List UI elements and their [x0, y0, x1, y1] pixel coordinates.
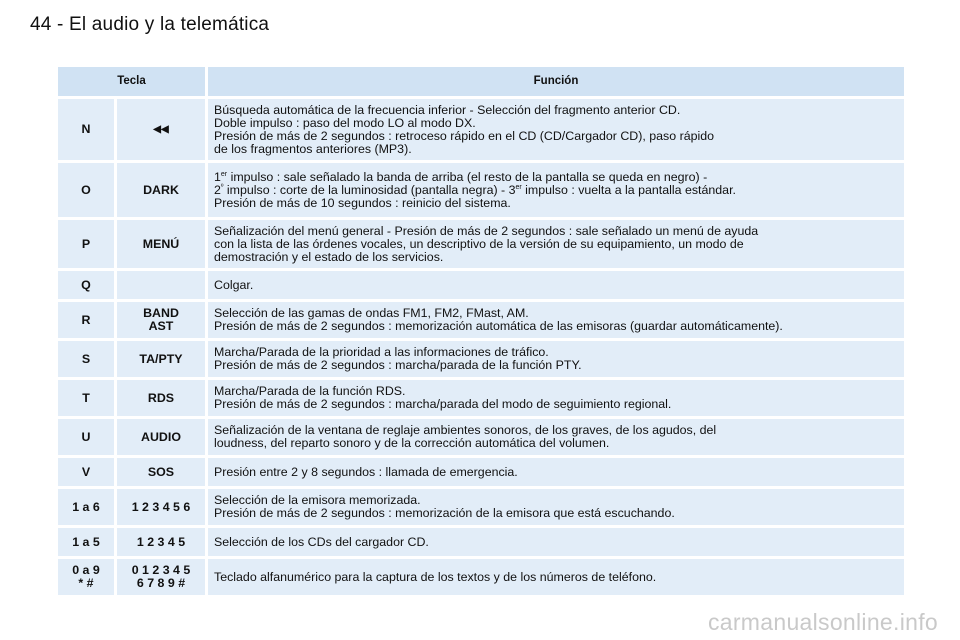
row-function — [208, 271, 904, 299]
table-row — [58, 302, 904, 338]
row-key: 0 1 2 3 4 5 6 7 8 9 # — [117, 559, 205, 595]
row-letter: N — [58, 99, 114, 160]
table-row — [58, 489, 904, 525]
row-function — [208, 99, 904, 160]
row-key: 1 2 3 4 5 — [117, 528, 205, 556]
table-row — [58, 341, 904, 377]
row-letter: P — [58, 220, 114, 268]
watermark: carmanualsonline.info — [707, 609, 938, 635]
table-row — [58, 99, 904, 160]
row-letter: Q — [58, 271, 114, 299]
row-key: TA/PTY — [117, 341, 205, 377]
function-line: Marcha/Parada de la prioridad a las informaciones de tráfico. — [214, 345, 549, 359]
function-line: de los fragmentos anteriores (MP3). — [214, 141, 412, 156]
row-function — [208, 458, 904, 486]
page-title: 44 - El audio y la telemática — [30, 14, 270, 35]
function-line: Teclado alfanumérico para la captura de los textos y de los números de teléfono. — [214, 569, 657, 584]
table-row — [58, 380, 904, 416]
function-line: Presión de más de 10 segundos : reinicio del sistema. — [214, 195, 511, 210]
table-row — [58, 271, 904, 299]
table-row — [58, 163, 904, 217]
function-line: Presión de más de 2 segundos : memorización de la emisora que está escuchando. — [214, 506, 675, 520]
key-function-table — [58, 67, 904, 598]
row-letter: V — [58, 458, 114, 486]
row-letter: 1 a 6 — [58, 489, 114, 525]
function-line: Búsqueda automática de la frecuencia inferior - Selección del fragmento anterior CD. — [214, 102, 681, 117]
row-function — [208, 163, 904, 217]
function-line: Presión de más de 2 segundos : retroceso rápido en el CD (CD/Cargador CD), paso rápido — [214, 128, 715, 143]
header-function: Función — [208, 67, 904, 96]
function-line: Selección de los CDs del cargador CD. — [214, 534, 429, 549]
row-key: RDS — [117, 380, 205, 416]
function-line: Doble impulso : paso del modo LO al modo DX. — [214, 115, 476, 130]
row-function — [208, 341, 904, 377]
row-key: 1 2 3 4 5 6 — [117, 489, 205, 525]
row-letter: 1 a 5 — [58, 528, 114, 556]
row-key: AUDIO — [117, 419, 205, 455]
function-line: Señalización de la ventana de reglaje ambientes sonoros, de los graves, de los agudos, del — [214, 423, 717, 437]
function-line: Selección de la emisora memorizada. — [214, 493, 421, 507]
row-letter: T — [58, 380, 114, 416]
rewind-icon: ◀◀ — [117, 99, 205, 160]
function-line: Colgar. — [214, 277, 254, 292]
row-key: MENÚ — [117, 220, 205, 268]
row-function — [208, 559, 904, 595]
row-function — [208, 528, 904, 556]
table-row — [58, 528, 904, 556]
table-row — [58, 419, 904, 455]
function-line: demostración y el estado de los servicios. — [214, 249, 444, 264]
table-header-row — [58, 67, 904, 96]
function-line: 1er impulso : sale señalado la banda de arriba (el resto de la pantalla se queda en negro) - — [214, 169, 708, 184]
row-key: SOS — [117, 458, 205, 486]
function-line: $2^º$ impulso : corte de la luminosidad (pantalla negra) - 3er impulso : vuelta a la pantalla estándar. — [214, 182, 736, 197]
function-line: Presión entre 2 y 8 segundos : llamada de emergencia. — [214, 464, 518, 479]
function-line: Selección de las gamas de ondas FM1, FM2, FMast, AM. — [214, 306, 529, 320]
row-key: BAND AST — [117, 302, 205, 338]
table-row — [58, 559, 904, 595]
row-key: DARK — [117, 163, 205, 217]
row-function — [208, 220, 904, 268]
header-key: Tecla — [58, 67, 205, 96]
function-line: Marcha/Parada de la función RDS. — [214, 384, 406, 398]
function-line: Señalización del menú general - Presión de más de 2 segundos : sale señalado un menú de ayuda — [214, 223, 759, 238]
function-line: con la lista de las órdenes vocales, un descriptivo de la versión de su equipamiento, un modo de — [214, 236, 744, 251]
row-function — [208, 380, 904, 416]
row-letter: O — [58, 163, 114, 217]
row-function — [208, 489, 904, 525]
row-function — [208, 302, 904, 338]
row-letter: U — [58, 419, 114, 455]
row-function — [208, 419, 904, 455]
function-line: Presión de más de 2 segundos : marcha/parada del modo de seguimiento regional. — [214, 397, 672, 411]
table-body — [58, 99, 904, 595]
row-letter: R — [58, 302, 114, 338]
table-row — [58, 458, 904, 486]
row-letter: 0 a 9 * # — [58, 559, 114, 595]
function-line: loudness, del reparto sonoro y de la corrección automática del volumen. — [214, 436, 610, 450]
row-letter: S — [58, 341, 114, 377]
row-key — [117, 271, 205, 299]
table-row — [58, 220, 904, 268]
function-line: Presión de más de 2 segundos : memorización automática de las emisoras (guardar automáticamente). — [214, 319, 783, 333]
function-line: Presión de más de 2 segundos : marcha/parada de la función PTY. — [214, 358, 582, 372]
